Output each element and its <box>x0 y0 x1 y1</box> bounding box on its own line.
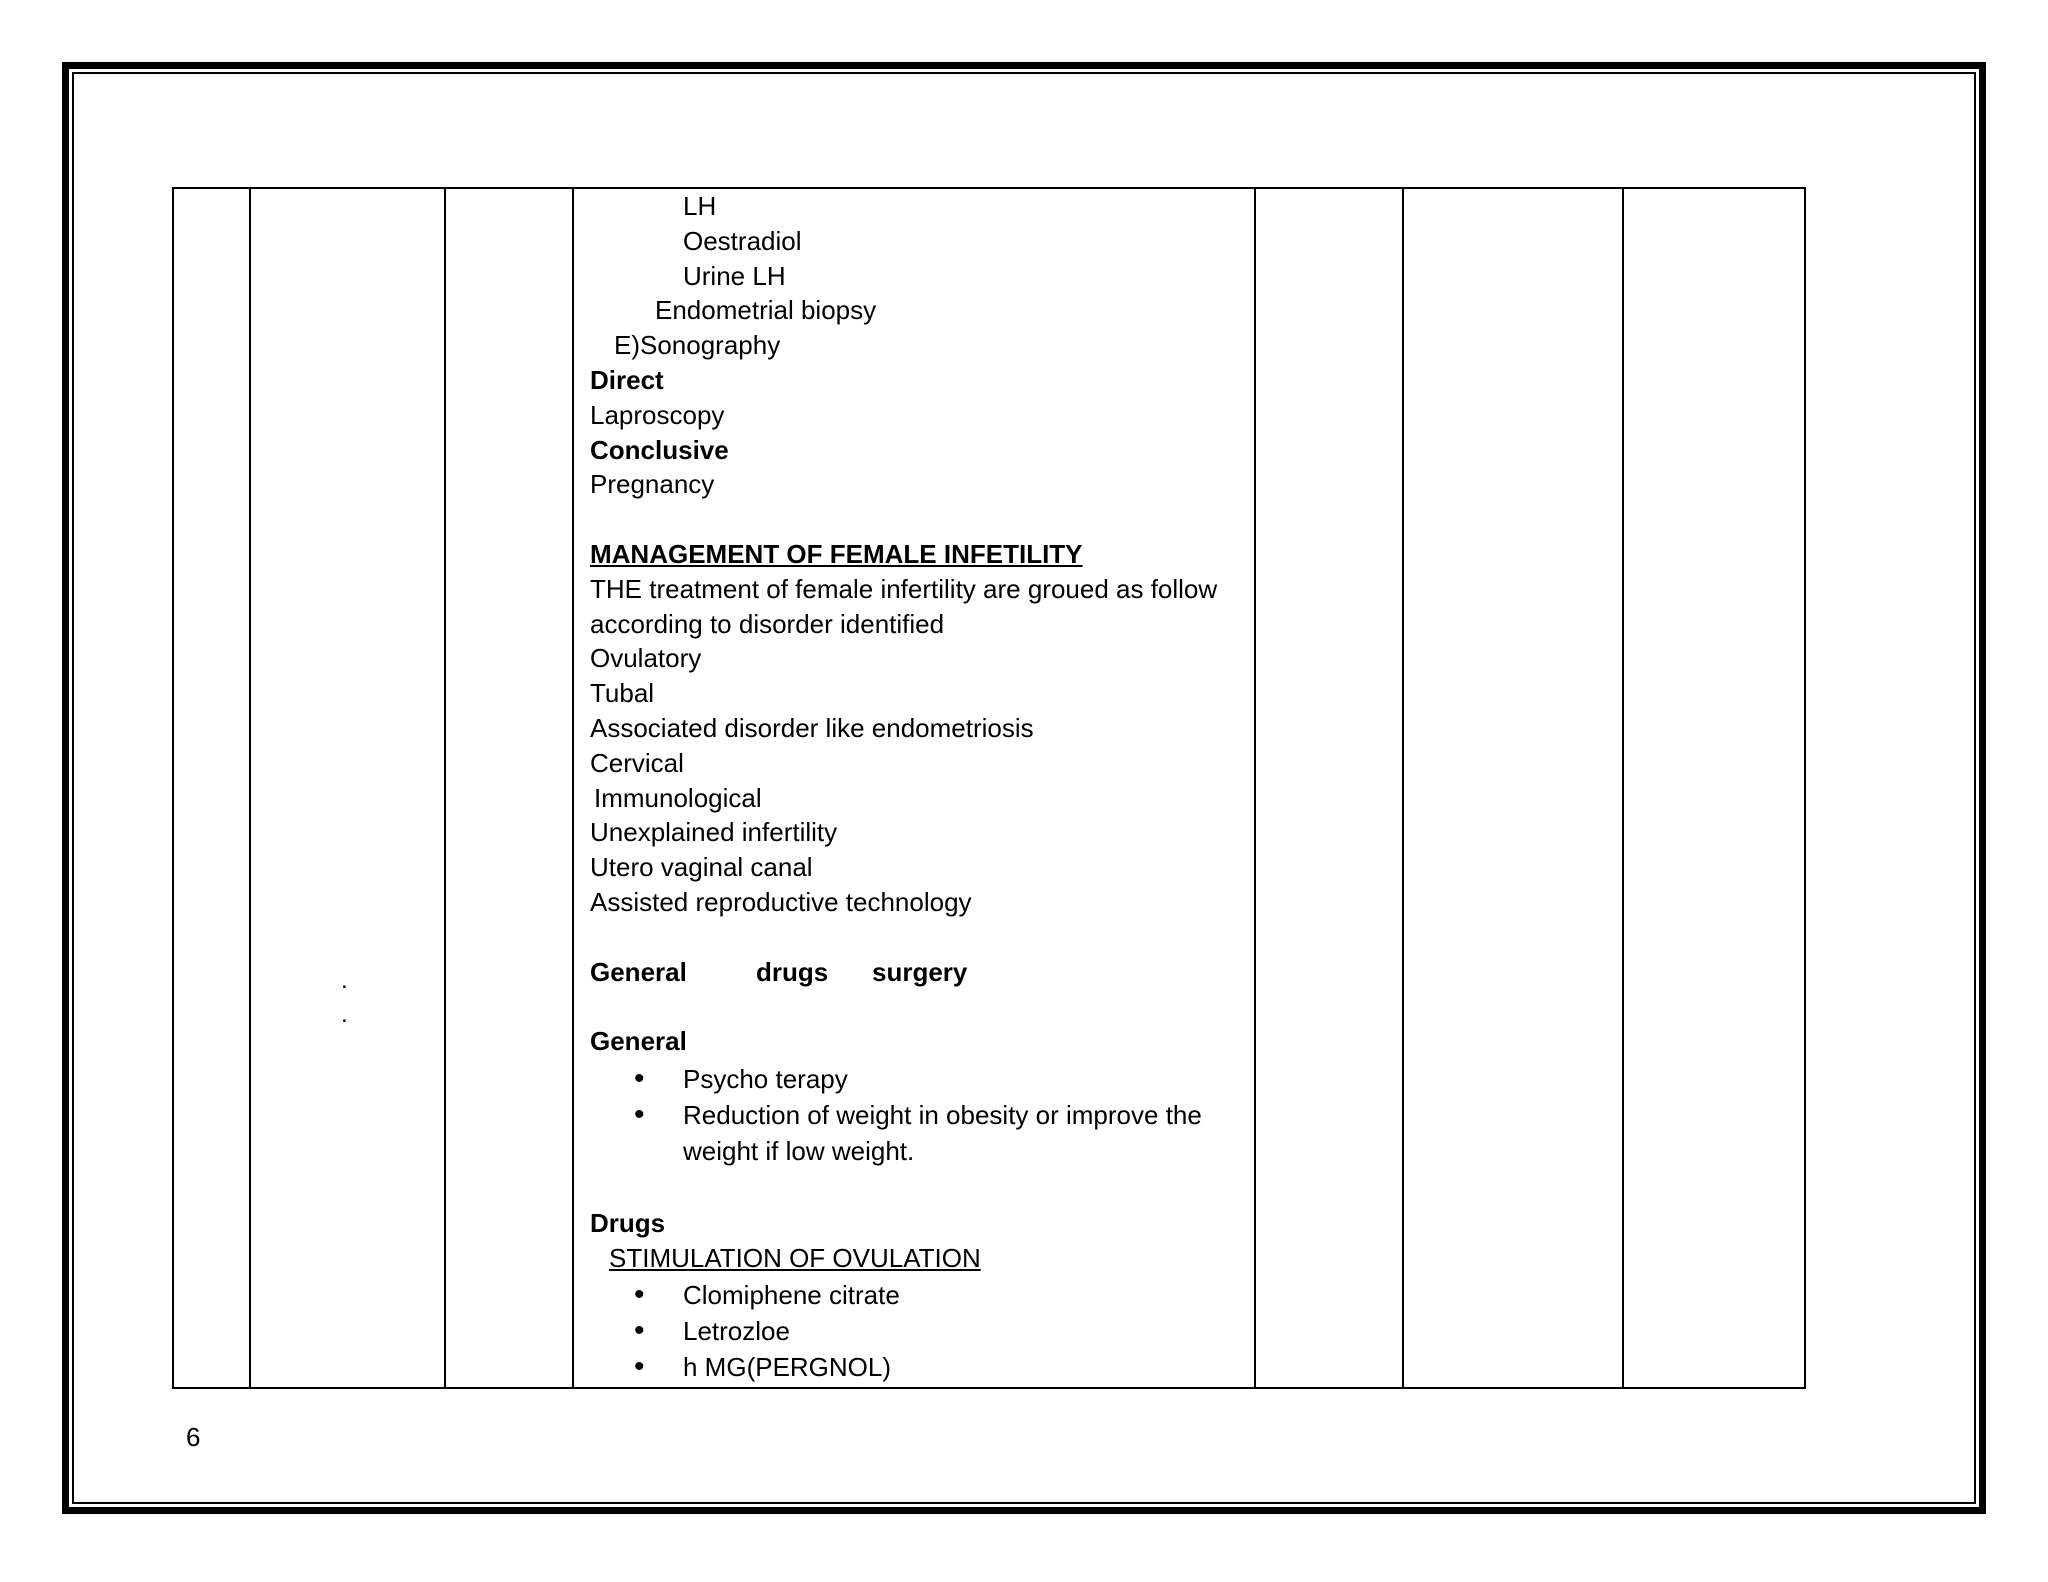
management-item: Cervical <box>590 747 684 778</box>
management-intro-1: THE treatment of female infertility are groued as follow <box>590 573 1218 604</box>
management-item: Utero vaginal canal <box>590 852 813 883</box>
management-intro-2: according to disorder identified <box>590 608 945 639</box>
general-heading: General <box>590 1026 687 1057</box>
table-cell-6 <box>1403 188 1623 1388</box>
general-list <box>590 1061 1240 1169</box>
list-item: • Reduction of weight in obesity or improve the weight if low weight. <box>590 1097 1240 1169</box>
urine-lh-line: Urine LH <box>683 260 786 291</box>
category-general: General <box>590 956 687 987</box>
management-item: Ovulatory <box>590 643 702 674</box>
categories-row <box>590 955 1240 990</box>
management-item: Tubal <box>590 678 655 709</box>
page-number: 6 <box>186 1422 201 1452</box>
drugs-heading: Drugs <box>590 1207 666 1238</box>
sonography-line: E)Sonography <box>614 330 781 361</box>
laproscopy-line: Laproscopy <box>590 399 725 430</box>
direct-heading: Direct <box>590 364 664 395</box>
management-heading: MANAGEMENT OF FEMALE INFETILITY <box>590 538 1083 569</box>
list-item: • h MG(PERGNOL) <box>590 1349 1240 1385</box>
dot-mark: . <box>341 967 348 994</box>
content-table <box>172 187 1806 1389</box>
table-cell-3 <box>445 188 573 1388</box>
dot-mark: . <box>341 1001 348 1028</box>
endometrial-biopsy-line: Endometrial biopsy <box>655 295 877 326</box>
table-row <box>173 188 1805 1388</box>
table-cell-main <box>573 188 1255 1388</box>
management-item: Unexplained infertility <box>590 817 838 848</box>
table-cell-1 <box>173 188 250 1388</box>
drugs-list <box>590 1277 1240 1385</box>
category-surgery: surgery <box>872 956 968 987</box>
lh-line: LH <box>683 191 717 221</box>
list-item: • Psycho terapy <box>590 1061 1240 1097</box>
stimulation-subheading: STIMULATION OF OVULATION <box>609 1242 981 1273</box>
table-cell-7 <box>1623 188 1805 1388</box>
table-cell-5 <box>1255 188 1403 1388</box>
management-item: Associated disorder like endometriosis <box>590 712 1034 743</box>
management-item: Immunological <box>594 782 762 813</box>
list-item: • Letrozloe <box>590 1313 1240 1349</box>
conclusive-heading: Conclusive <box>590 434 729 465</box>
oestradiol-line: Oestradiol <box>683 225 802 256</box>
management-item: Assisted reproductive technology <box>590 886 972 917</box>
pregnancy-line: Pregnancy <box>590 469 715 500</box>
table-cell-2 <box>250 188 445 1388</box>
list-item: • Clomiphene citrate <box>590 1277 1240 1313</box>
category-drugs: drugs <box>756 956 829 987</box>
